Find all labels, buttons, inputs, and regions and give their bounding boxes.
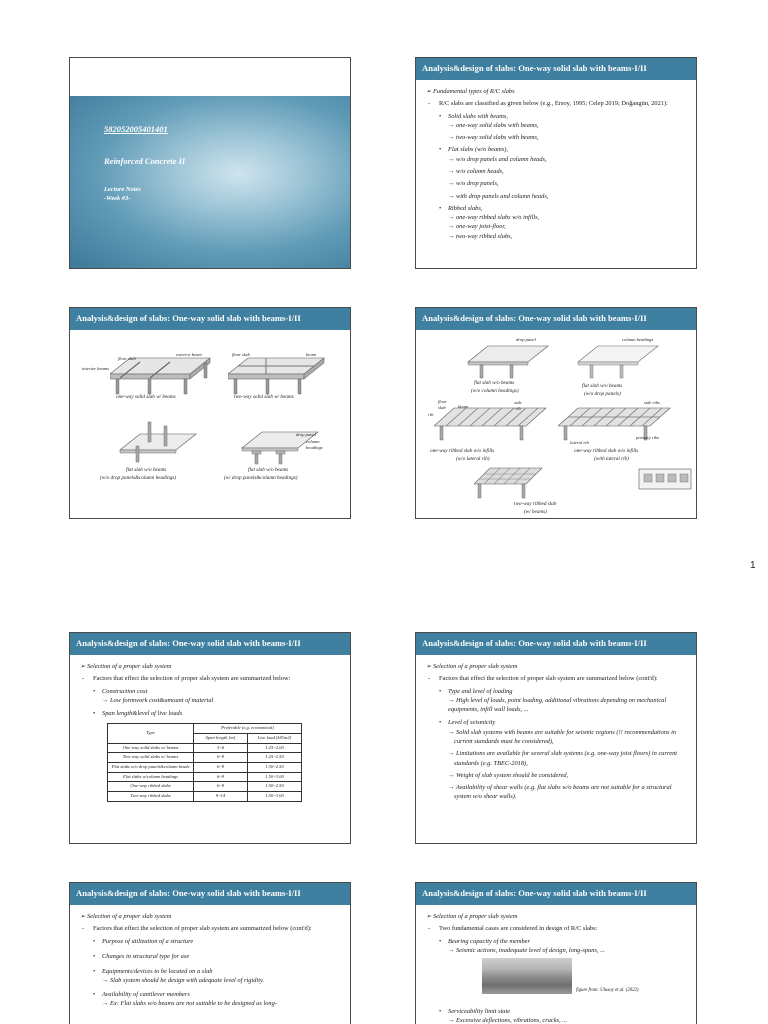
bullet: • Availability of cantilever members (80, 990, 342, 999)
table-cell: Two-way ribbed slabs (108, 792, 194, 802)
caption-ribbed-1a: one-way ribbed slab w/o infills (430, 448, 495, 454)
two-way-slab-figure (228, 354, 328, 396)
group-item: → one-way joist-floor, (448, 223, 506, 231)
bullet: • Span length&level of live loads (80, 709, 342, 718)
caption-flat-b1: flat slab w/o beams (582, 383, 623, 389)
table-row (108, 772, 302, 782)
bullet-sub: → Weight of slab system should be considered, (448, 771, 569, 779)
bullet: • Equipments/devices to be located on a slab (80, 967, 342, 976)
label-column-headings: column headings (306, 439, 323, 450)
notes-line-1: Lecture Notes (104, 186, 141, 193)
photo-caption: figure from: Ulusoy et al. (2022) (576, 988, 639, 993)
slide-header: Analysis&design of slabs: One-way solid slab with beams-I/II (70, 633, 350, 655)
table-cell: One-way solid slabs w/ beams (108, 743, 194, 753)
slide-slab-types (415, 57, 697, 269)
slide-header: Analysis&design of slabs: One-way solid slab with beams-I/II (416, 633, 696, 655)
bullet-sub: → Availability of shear walls (e.g. flat slabs w/o beams are not suitable for a structural system w/o shear walls). (448, 784, 672, 801)
table-row (108, 782, 302, 792)
bullet-sub: → High level of loads, point loading, additional vibrations depending on mechanical equipments, infill wall loads, ... (448, 696, 667, 714)
slide-header: Analysis&design of slabs: One-way solid slab with beams-I/II (70, 308, 350, 330)
slide-header: Analysis&design of slabs: One-way solid slab with beams-I/II (416, 308, 696, 330)
bullet: • Type and level of loading (426, 687, 688, 696)
bullet: • Level of seismicity (426, 718, 688, 727)
table-cell: One-way ribbed slabs (108, 782, 194, 792)
label-rib: rib (428, 412, 434, 417)
group-item: → w/o column heads, (448, 167, 504, 175)
table-header-load: Live load [kN/m2] (248, 734, 302, 744)
label-floor-slab: floor slab (118, 356, 136, 361)
table-cell: 1.25~2.50 (248, 753, 302, 763)
bullet: • Changes in structural type for use (80, 952, 342, 961)
slide-slab-diagrams-2 (415, 307, 697, 519)
lead-bullet: ➢ Fundamental types of R/C slabs (426, 88, 515, 95)
label-side-rib: side rib (514, 400, 522, 411)
label-lateral-rib: lateral rib (570, 440, 589, 445)
table-row (108, 763, 302, 773)
notes-line-2: -Week #3- (104, 194, 131, 202)
bullet: • Purpose of utilization of a structure (80, 937, 342, 946)
intro-text: - Factors that effect the selection of proper slab system are summarized below (cont'd): (80, 924, 342, 933)
bullet-sub: → Seismic actions, inadequate level of design, long-spans, ... (448, 946, 605, 954)
group-title: • Flat slabs (w/o beams), (426, 145, 688, 154)
table-cell: 9~14 (194, 792, 248, 802)
title-background (70, 96, 350, 268)
slide-selection-4 (415, 882, 697, 1024)
table-cell: 6~9 (194, 753, 248, 763)
table-header-span: Span length [m] (194, 734, 248, 744)
slide-header: Analysis&design of slabs: One-way solid slab with beams-I/II (416, 58, 696, 80)
intro-text: - Factors that effect the selection of proper slab system are summarized below (cont'd): (426, 674, 688, 683)
label-drop-panel: drop panel (296, 432, 316, 437)
intro-text: - Two fundamental cases are considered in design of R/C slabs: (426, 924, 688, 933)
intro-text: - R/C slabs are classified as given below (e.g., Ersoy, 1995; Celep 2019; Doğangün, 2021): (426, 99, 688, 108)
table-cell: Flat slabs w/o drop panels&column heads (108, 763, 194, 773)
slide-body (70, 655, 350, 802)
flat-slab-figure (118, 420, 198, 464)
table-cell: 1.50~2.50 (248, 763, 302, 773)
group-title: • Solid slabs with beams, (426, 112, 688, 121)
damaged-slab-photo (482, 958, 572, 994)
course-name: Reinforced Concrete II (104, 156, 186, 166)
group-item: → two-way ribbed slabs, (448, 232, 513, 240)
slide-slab-diagrams-1 (69, 307, 351, 519)
table-row (108, 753, 302, 763)
bullet-sub: → Limitations are available for several slab systems (e.g. one-way joist floors) in current standards (e.g. TBEC-2018), (448, 750, 678, 767)
label-side-ribs: side ribs (644, 400, 660, 405)
bullet-sub: → Low formwork cost&amount of material (102, 696, 214, 704)
slide-header: Analysis&design of slabs: One-way solid slab with beams-I/II (70, 883, 350, 905)
caption-flat-1b: (w/o drop panels&column headings) (100, 475, 177, 481)
caption-two-way: two-way solid slab w/ beams (234, 394, 294, 400)
course-code: 582052005401401 (104, 124, 168, 134)
slide-selection-1 (69, 632, 351, 844)
group-item: → one-way ribbed slabs w/o infills, (448, 214, 540, 222)
slide-body (416, 905, 696, 955)
slide-body-lower (416, 1007, 575, 1024)
slide-header: Analysis&design of slabs: One-way solid slab with beams-I/II (416, 883, 696, 905)
bullet: • Serviceability limit state (426, 1007, 567, 1016)
caption-flat-2a: flat slab w/o beams (248, 467, 289, 473)
slab-table (107, 723, 302, 801)
label-primary-ribs: primary ribs (636, 435, 660, 440)
group-item: → w/o drop panels and column heads, (448, 155, 547, 163)
table-cell: Flat slabs w/column headings (108, 772, 194, 782)
table-cell: 1.50~2.50 (248, 782, 302, 792)
table-row (108, 792, 302, 802)
table-cell: 6~9 (194, 772, 248, 782)
caption-one-way: one-way solid slab w/ beams (116, 394, 176, 400)
lead-bullet: ➢ Selection of a proper slab system (426, 663, 518, 670)
caption-ribbed-3a: two-way ribbed slab (514, 501, 557, 507)
ribbed-detail-figure (638, 468, 692, 490)
group-item: → with drop panels and column heads, (448, 192, 549, 200)
caption-ribbed-2b: (with lateral rib) (594, 456, 629, 462)
table-row (108, 743, 302, 753)
page-number: 1 (750, 560, 756, 571)
lead-bullet: ➢ Selection of a proper slab system (80, 913, 172, 920)
table-cell: 3~6 (194, 743, 248, 753)
group-title: • Ribbed slabs, (426, 204, 688, 213)
lecture-notes (104, 186, 141, 204)
table-cell: 6~9 (194, 763, 248, 773)
caption-flat-2b: (w/ drop panels&column headings) (224, 475, 298, 481)
label-floor-slab: floor slab (232, 352, 250, 357)
two-way-ribbed-figure (474, 466, 544, 500)
intro-text: - Factors that effect the selection of proper slab system are summarized below: (80, 674, 342, 683)
label-column-headings: column headings (622, 337, 654, 342)
bullet: • Bearing capacity of the member (426, 937, 688, 946)
flat-slab-no-heads-figure (466, 340, 550, 380)
table-cell: 1.50~3.00 (248, 772, 302, 782)
table-header-type: Type (108, 724, 194, 743)
label-interior-beams: interior beams (82, 366, 109, 371)
label-beam: beam (458, 404, 468, 409)
group-item: → one-way solid slabs with beams, (448, 121, 539, 129)
bullet-sub: → Solid slab systems with beams are suitable for seismic regions (!! recommendations in current standards must be considered), (448, 728, 677, 745)
group-item: → w/o drop panels, (448, 180, 499, 188)
label-floor-slab: floor slab (438, 399, 447, 410)
label-beam: beam (306, 352, 316, 357)
caption-ribbed-2a: one-way ribbed slab w/o infills (574, 448, 639, 454)
lead-bullet: ➢ Selection of a proper slab system (80, 663, 172, 670)
title-slide (69, 57, 351, 269)
caption-flat-a2: (w/o column headings) (471, 388, 519, 394)
bullet-sub: → Slab system should be design with adequate level of rigidity. (102, 977, 265, 985)
slide-body (416, 80, 696, 241)
caption-ribbed-1b: (w/o lateral rib) (456, 456, 490, 462)
table-cell: Two-way solid slabs w/ beams (108, 753, 194, 763)
caption-flat-1a: flat slab w/o beams (126, 467, 167, 473)
label-drop-panel: drop panel (516, 337, 536, 342)
slide-selection-2 (415, 632, 697, 844)
caption-flat-a1: flat slab w/o beams (474, 380, 515, 386)
caption-flat-b2: (w/o drop panels) (584, 391, 621, 397)
slide-selection-3 (69, 882, 351, 1024)
table-cell: 1.50~3.00 (248, 792, 302, 802)
table-cell: 1.25~2.00 (248, 743, 302, 753)
bullet: • Construction cost (80, 687, 342, 696)
table-header-pref: Preferable (e.g. economical) (194, 724, 302, 734)
caption-ribbed-3b: (w/ beams) (524, 509, 547, 515)
bullet-sub: → Excessive deflections, vibrations, cracks, ... (448, 1017, 568, 1024)
lead-bullet: ➢ Selection of a proper slab system (426, 913, 518, 920)
bullet-sub: → Ex: Flat slabs w/o beams are not suitable to be designed as long- (102, 999, 277, 1007)
group-item: → two-way solid slabs with beams, (448, 134, 539, 142)
flat-slab-no-drop-figure (576, 340, 660, 380)
label-exterior-beam: exterior beam (176, 352, 202, 357)
table-cell: 6~9 (194, 782, 248, 792)
slide-body (416, 655, 696, 802)
slide-body (70, 905, 350, 1008)
